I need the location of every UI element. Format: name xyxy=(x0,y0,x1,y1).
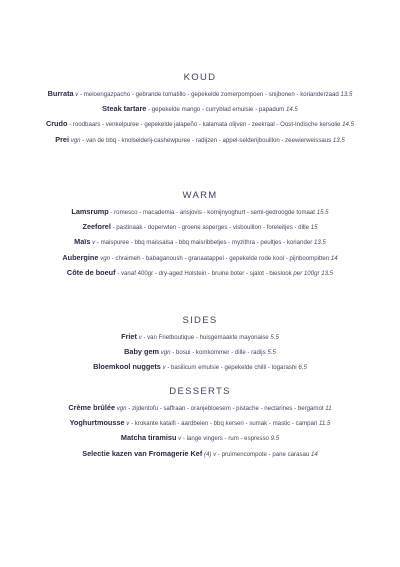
dish-description: lange vingers - rum - espresso xyxy=(186,435,269,443)
dish-price: 6.5 xyxy=(298,364,307,372)
diet-tag: vgn xyxy=(100,254,110,262)
section-heading: DESSERTS xyxy=(169,386,231,397)
dish-price: 11 xyxy=(325,405,332,412)
dish-description: gepekelde mango - curryblad emulsie - papadum xyxy=(151,106,285,114)
diet-tag: vgn xyxy=(70,136,81,144)
dish-description: vanaf 400gr - dry-aged Holstein - bruine boter - sjalot - bieslook xyxy=(121,269,292,277)
section-warm xyxy=(0,190,400,283)
dish-price: 11.5 xyxy=(319,420,331,428)
dish-description: bosui - komkommer - dille - radijs xyxy=(175,349,266,357)
dish-price: 14 xyxy=(311,450,318,458)
section-heading: WARM xyxy=(182,190,218,201)
menu-item: Prei vgn - van de bbq - knolselderij-cashewpuree - radijzen - appel-selderijbouillon - zeewierweissaus 13.5 xyxy=(55,134,345,144)
dish-price: 5.5 xyxy=(267,349,276,357)
dish-price: 13.5 xyxy=(332,136,345,144)
dish-name: Burrata xyxy=(47,89,74,98)
diet-tag: v xyxy=(75,91,79,98)
dish-name: Crudo xyxy=(45,119,68,129)
diet-tag: v xyxy=(178,435,182,443)
menu-item: Maïs v - maispuree - bbq maissalsa - bbq maisribbetjes - myzithra - peultjes - koriander 13.5 xyxy=(74,237,326,247)
dish-name: Prei xyxy=(55,134,70,144)
dish-name: Aubergine xyxy=(62,252,99,262)
dish-description: van Frietboutique - huisgemaakte mayonaise xyxy=(147,334,269,341)
diet-tag: v xyxy=(92,239,96,247)
dish-price: 13.5 xyxy=(340,91,353,98)
dish-description: chraimeh - babaganoush - granaatappel - gepekelde rode kool - pijnboompitten xyxy=(115,254,330,262)
dish-description: van de bbq - knolselderij-cashewpuree - radijzen - appel-selderijbouillon - zeewierweissaus xyxy=(85,136,332,144)
dish-name: Zeeforel xyxy=(82,222,111,232)
dish-name: Baby gem xyxy=(124,347,159,357)
dish-description: zijdentofu - saffraan - oranjebloesem - pistache - nectarines - bergamot xyxy=(131,405,324,412)
menu-item: Aubergine vgn - chraimeh - babaganoush - granaatappel - gepekelde rode kool - pijnboompitten 14 xyxy=(62,252,338,262)
dish-description: romesco - macademia - ansjovis - komijnyoghurt - semi-gedroogde tomaat xyxy=(114,209,315,216)
menu-item: Côte de boeuf - vanaf 400gr - dry-aged Holstein - bruine boter - sjalot - bieslook per 100gr 13.5 xyxy=(66,267,334,277)
menu-item: Bloemkool nuggets v - basilicum emulsie - gepekelde chilli - togarashi 6.5 xyxy=(93,362,307,372)
dish-name: Yoghurtmousse xyxy=(69,418,125,428)
dish-description: pruimencompote - pane carasau xyxy=(221,450,310,458)
dish-price: 14.5 xyxy=(342,121,355,129)
dish-name: Matcha tiramisu xyxy=(120,433,177,443)
dish-name: Steak tartare xyxy=(102,104,147,114)
section-heading: SIDES xyxy=(182,315,218,326)
diet-tag: v xyxy=(162,364,166,372)
dish-price: 13.5 xyxy=(313,239,326,247)
section-heading: KOUD xyxy=(183,72,217,83)
dish-description: meloengazpacho - gebrande tomatillo - gepekelde zomerpompoen - snijbonen - korianderzaad xyxy=(83,91,339,98)
dish-description: maispuree - bbq maissalsa - bbq maisribbetjes - myzithra - peultjes - koriander xyxy=(100,239,313,247)
menu-item: Friet v - van Frietboutique - huisgemaakte mayonaise 5.5 xyxy=(121,332,279,341)
menu-item: Zeeforel - pastinaak - doperwten - groene asperges - visbouillon - foreleitjes - dille 15 xyxy=(82,222,318,232)
dish-price: 9.5 xyxy=(270,435,280,443)
dish-description: krokante kataifi - aardbeien - bbq kersen - sumak - mastic - campari xyxy=(134,420,318,428)
diet-tag: v xyxy=(138,334,142,341)
diet-tag: vgn xyxy=(116,405,127,412)
menu-item: Baby gem vgn - bosui - komkommer - dille - radijs 5.5 xyxy=(124,347,276,357)
menu-item: Yoghurtmousse v - krokante kataifi - aardbeien - bbq kersen - sumak - mastic - campari 11.5 xyxy=(69,418,331,428)
menu-item: Matcha tiramisu v - lange vingers - rum - espresso 9.5 xyxy=(120,433,280,443)
dish-description: pastinaak - doperwten - groene asperges - visbouillon - foreleitjes - dille xyxy=(116,224,310,232)
diet-tag: v xyxy=(126,420,130,428)
dish-name: Selectie kazen van Fromagerie Kef xyxy=(82,448,203,458)
menu-item: Burrata v - meloengazpacho - gebrande tomatillo - gepekelde zomerpompoen - snijbonen - korianderzaad 13.5 xyxy=(47,89,353,98)
section-desserts xyxy=(0,386,400,464)
dish-price: per 100gr 13.5 xyxy=(293,269,334,277)
dish-price: 14.5 xyxy=(285,106,298,114)
diet-tag: (4) v xyxy=(203,450,217,458)
dish-price: 15.5 xyxy=(316,209,329,216)
dish-description: roodbaars - venkelpuree - gepekelde jalapeño - kalamata olijven - zeekraal - Oost-Indische kersolie xyxy=(72,121,341,129)
dish-name: Friet xyxy=(121,332,137,341)
dish-name: Maïs xyxy=(74,237,91,247)
menu-item: Crudo - roodbaars - venkelpuree - gepekelde jalapeño - kalamata olijven - zeekraal - Oost-Indische kersolie 14.5 xyxy=(45,119,355,129)
dish-description: basilicum emulsie - gepekelde chilli - togarashi xyxy=(171,364,297,372)
section-koud xyxy=(0,72,400,150)
menu-item: Crème brûlée vgn - zijdentofu - saffraan - oranjebloesem - pistache - nectarines - bergamot 11 xyxy=(68,403,332,412)
dish-price: 15 xyxy=(310,224,318,232)
dish-name: Côte de boeuf xyxy=(66,267,116,277)
section-sides xyxy=(0,315,400,378)
dish-name: Crème brûlée xyxy=(68,403,116,412)
menu-item: Lamsrump - romesco - macademia - ansjovis - komijnyoghurt - semi-gedroogde tomaat 15.5 xyxy=(71,207,329,216)
menu-item: Selectie kazen van Fromagerie Kef (4) v - pruimencompote - pane carasau 14 xyxy=(82,448,318,458)
dish-name: Lamsrump xyxy=(71,207,109,216)
dish-price: 14 xyxy=(330,254,338,262)
diet-tag: vgn xyxy=(160,349,171,357)
dish-name: Bloemkool nuggets xyxy=(93,362,161,372)
dish-price: 5.5 xyxy=(270,334,279,341)
menu-item: Steak tartare - gepekelde mango - curryblad emulsie - papadum 14.5 xyxy=(102,104,298,114)
